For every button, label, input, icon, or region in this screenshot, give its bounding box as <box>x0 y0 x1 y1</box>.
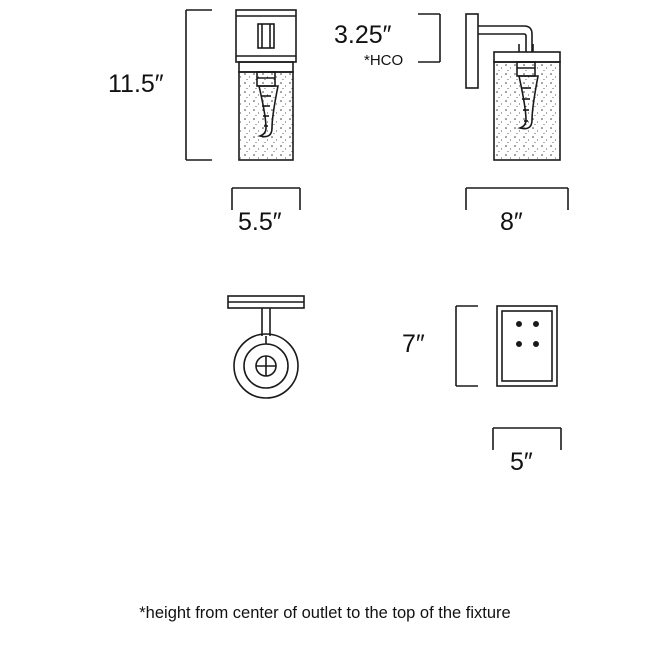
dimension-backplate-height-7 <box>456 306 478 386</box>
dimension-projection-8 <box>466 188 568 210</box>
front-elevation-drawing <box>236 10 296 160</box>
dimension-label-projection-8: 8″ <box>500 208 523 236</box>
footnote-text: *height from center of outlet to the top of the fixture <box>139 604 511 622</box>
side-elevation-drawing <box>466 14 560 160</box>
dimension-hco-3-25 <box>418 14 440 62</box>
dimension-label-hco-note: *HCO <box>364 52 404 69</box>
dimension-label-backplate-width-5: 5″ <box>510 448 533 476</box>
backplate-view-drawing <box>497 306 557 386</box>
dimension-label-height-11-5: 11.5″ <box>108 70 164 98</box>
dimension-label-backplate-height-7: 7″ <box>402 330 425 358</box>
dimension-backplate-width-5 <box>493 428 561 450</box>
dimension-label-hco-3-25: 3.25″ <box>334 21 392 49</box>
top-view-drawing <box>228 296 304 398</box>
dimension-height-11-5 <box>186 10 212 160</box>
dimension-width-5-5 <box>232 188 300 210</box>
dimension-label-width-5-5: 5.5″ <box>238 208 282 236</box>
